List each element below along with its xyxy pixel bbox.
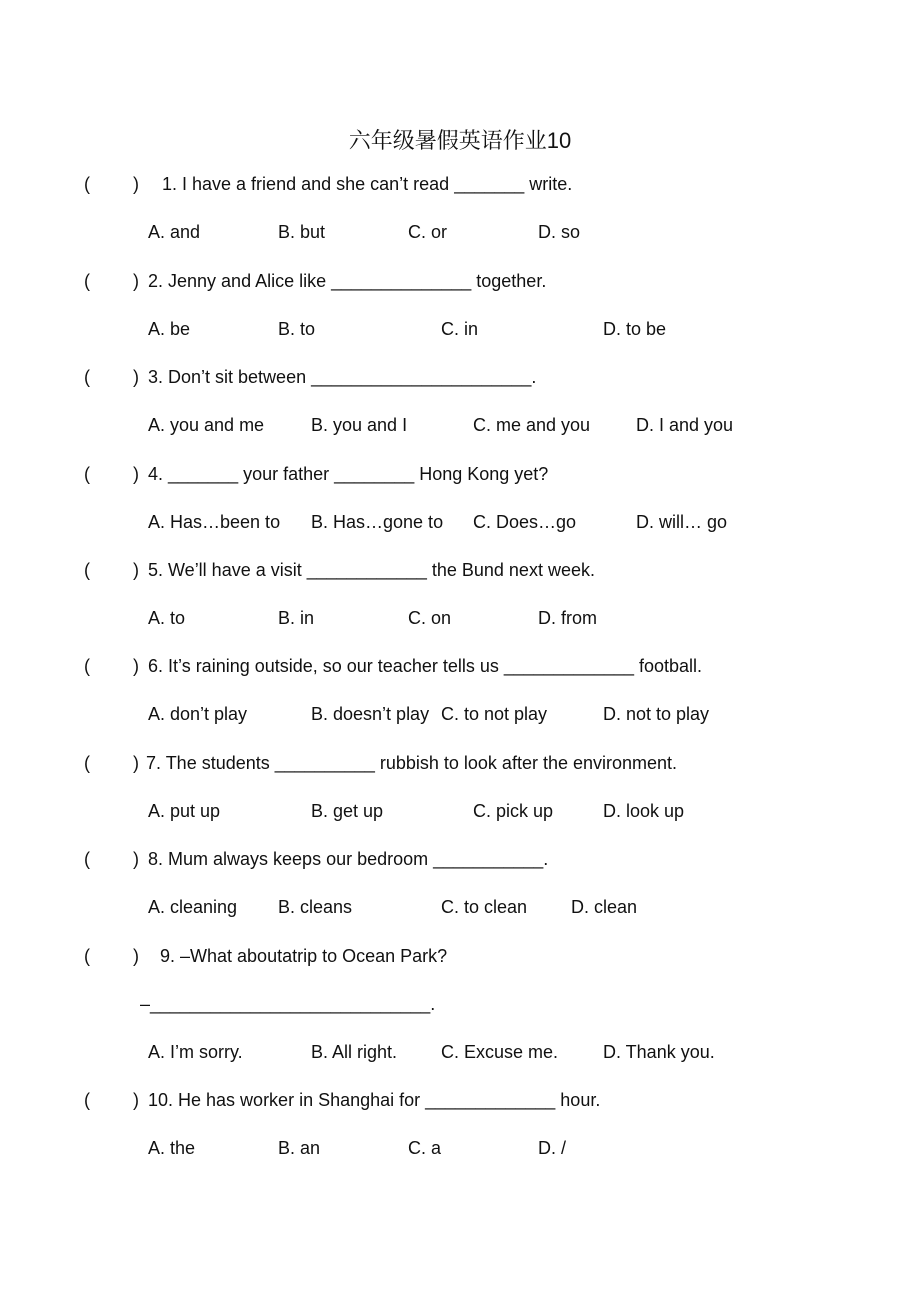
answer-paren-close: ) bbox=[133, 174, 139, 194]
question-text: 8. Mum always keeps our bedroom ___________. bbox=[148, 849, 549, 869]
option-a: A. to bbox=[148, 608, 186, 628]
option-a: A. put up bbox=[148, 801, 221, 821]
option-c: C. Excuse me. bbox=[441, 1042, 559, 1062]
answer-paren-close: ) bbox=[133, 849, 139, 869]
title-chinese: 六年级暑假英语作业 bbox=[348, 129, 547, 154]
option-a: A. be bbox=[148, 319, 191, 339]
answer-line: –____________________________. bbox=[140, 994, 436, 1014]
question-text: 5. We’ll have a visit ____________ the Bund next week. bbox=[148, 560, 595, 580]
option-d: D. not to play bbox=[603, 704, 710, 724]
option-d: D. Thank you. bbox=[603, 1042, 715, 1062]
answer-paren-open: ( bbox=[84, 656, 90, 676]
option-c: C. Does…go bbox=[473, 512, 577, 532]
question-text: 1. I have a friend and she can’t read _______ write. bbox=[162, 174, 573, 194]
option-a: A. you and me bbox=[148, 415, 265, 435]
answer-paren-open: ( bbox=[84, 849, 90, 869]
option-b: B. in bbox=[278, 608, 315, 628]
answer-paren-open: ( bbox=[84, 753, 90, 773]
option-d: D. / bbox=[538, 1138, 567, 1158]
answer-paren-open: ( bbox=[84, 560, 90, 580]
option-a: A. Has…been to bbox=[148, 512, 281, 532]
option-a: A. don’t play bbox=[148, 704, 248, 724]
option-d: D. to be bbox=[603, 319, 667, 339]
answer-paren-close: ) bbox=[133, 464, 139, 484]
option-c: C. to clean bbox=[441, 897, 528, 917]
option-a: A. cleaning bbox=[148, 897, 238, 917]
option-c: C. to not play bbox=[441, 704, 548, 724]
answer-paren-close: ) bbox=[133, 753, 139, 773]
answer-paren-open: ( bbox=[84, 464, 90, 484]
option-a: A. I’m sorry. bbox=[148, 1042, 243, 1062]
answer-paren-close: ) bbox=[133, 271, 139, 291]
answer-paren-close: ) bbox=[133, 560, 139, 580]
option-d: D. will… go bbox=[636, 512, 728, 532]
option-c: C. on bbox=[408, 608, 452, 628]
option-b: B. get up bbox=[311, 801, 384, 821]
question-text: 10. He has worker in Shanghai for _____________ hour. bbox=[148, 1090, 601, 1110]
option-b: B. an bbox=[278, 1138, 321, 1158]
answer-paren-open: ( bbox=[84, 367, 90, 387]
option-b: B. to bbox=[278, 319, 316, 339]
option-d: D. clean bbox=[571, 897, 638, 917]
answer-paren-close: ) bbox=[133, 367, 139, 387]
option-b: B. doesn’t play bbox=[311, 704, 430, 724]
answer-paren-close: ) bbox=[133, 1090, 139, 1110]
option-b: B. but bbox=[278, 222, 326, 242]
answer-paren-open: ( bbox=[84, 1090, 90, 1110]
answer-paren-open: ( bbox=[84, 174, 90, 194]
answer-paren-close: ) bbox=[133, 946, 139, 966]
question-text: 3. Don’t sit between ______________________. bbox=[148, 367, 537, 387]
option-b: B. Has…gone to bbox=[311, 512, 444, 532]
option-a: A. the bbox=[148, 1138, 196, 1158]
question-text: 2. Jenny and Alice like ______________ together. bbox=[148, 271, 547, 291]
option-a: A. and bbox=[148, 222, 201, 242]
option-b: B. cleans bbox=[278, 897, 353, 917]
answer-paren-open: ( bbox=[84, 946, 90, 966]
option-c: C. or bbox=[408, 222, 448, 242]
option-b: B. you and I bbox=[311, 415, 408, 435]
option-c: C. a bbox=[408, 1138, 442, 1158]
option-c: C. me and you bbox=[473, 415, 591, 435]
answer-paren-close: ) bbox=[133, 656, 139, 676]
option-c: C. in bbox=[441, 319, 479, 339]
question-text: 4. _______ your father ________ Hong Kong yet? bbox=[148, 464, 549, 484]
question-text: 9. –What aboutatrip to Ocean Park? bbox=[160, 946, 448, 966]
option-d: D. from bbox=[538, 608, 598, 628]
title-number: 10 bbox=[546, 128, 572, 153]
option-d: D. look up bbox=[603, 801, 685, 821]
question-text: 7. The students __________ rubbish to look after the environment. bbox=[146, 753, 678, 773]
option-d: D. so bbox=[538, 222, 581, 242]
option-b: B. All right. bbox=[311, 1042, 398, 1062]
question-text: 6. It’s raining outside, so our teacher tells us _____________ football. bbox=[148, 656, 703, 676]
option-d: D. I and you bbox=[636, 415, 734, 435]
page-title bbox=[0, 124, 920, 155]
answer-paren-open: ( bbox=[84, 271, 90, 291]
option-c: C. pick up bbox=[473, 801, 554, 821]
